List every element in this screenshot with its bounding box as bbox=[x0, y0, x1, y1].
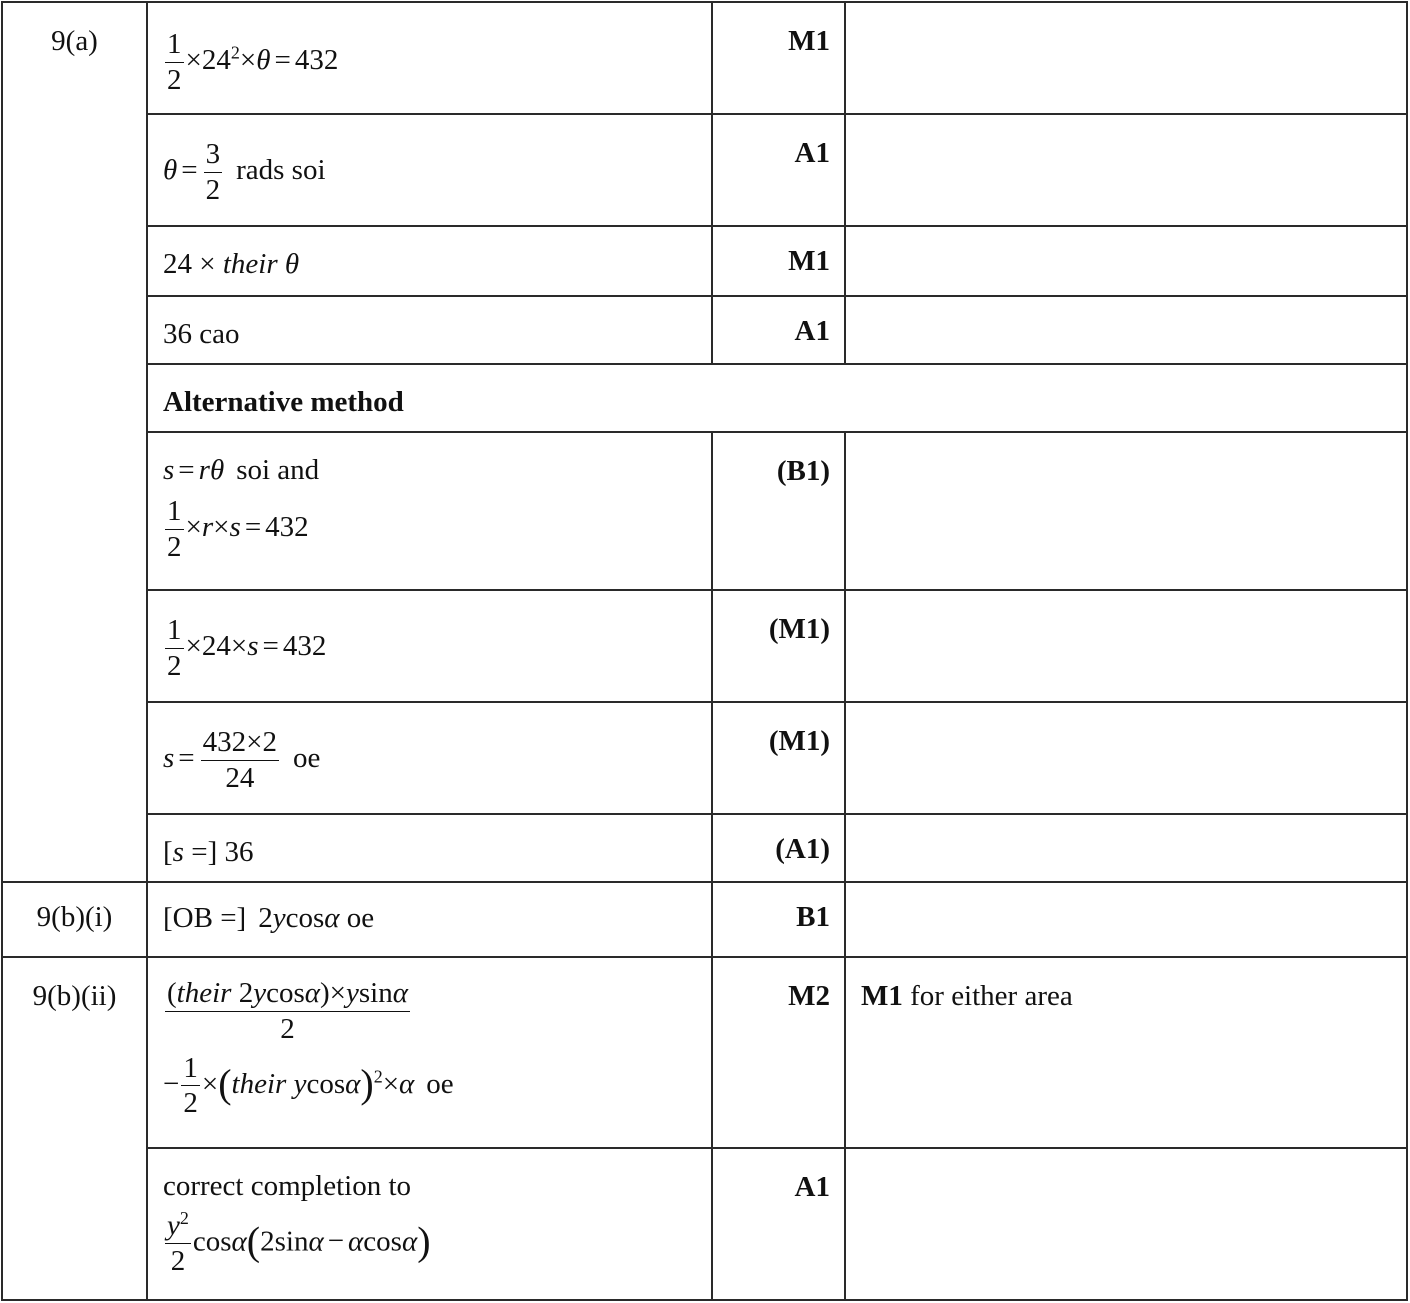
answer-expression: [OB =] 2ycosα oe bbox=[163, 902, 375, 934]
guidance-cell bbox=[845, 957, 1407, 1148]
mark-cell bbox=[712, 882, 845, 957]
mark: B1 bbox=[796, 901, 830, 933]
mark-cell bbox=[712, 957, 845, 1148]
table-row bbox=[2, 1148, 1407, 1300]
mark-cell bbox=[712, 2, 845, 114]
fraction: $\frac{\text{(their 2ycosα)×ysinα}}{2}$ bbox=[167, 977, 408, 1045]
answer-cell bbox=[147, 957, 712, 1148]
fraction: $\frac{1}{2}$ bbox=[167, 28, 182, 96]
answer-expression: [s =] 36 bbox=[163, 836, 254, 868]
mark: (M1) bbox=[768, 613, 830, 645]
mark: M2 bbox=[788, 980, 830, 1012]
answer-cell bbox=[147, 226, 712, 296]
mark-cell bbox=[712, 432, 845, 590]
mark-cell bbox=[712, 590, 845, 702]
mark: (B1) bbox=[776, 455, 830, 487]
question-number-cell bbox=[2, 882, 147, 957]
question-number-cell bbox=[2, 957, 147, 1300]
alternative-method-heading: Alternative method bbox=[163, 386, 404, 418]
mark-cell bbox=[712, 114, 845, 226]
mark-cell bbox=[712, 1148, 845, 1300]
answer-expression: $\frac{1}{2}$ ×24×s = 432 bbox=[167, 614, 327, 682]
answer-text: 36 cao bbox=[163, 318, 240, 350]
table-row bbox=[2, 814, 1407, 882]
table-row bbox=[2, 590, 1407, 702]
answer-expression: θ = $\frac{3}{2}$ rads soi bbox=[163, 138, 326, 206]
fraction: $\frac{1}{2}$ bbox=[167, 494, 182, 563]
table-row bbox=[2, 114, 1407, 226]
guidance-cell bbox=[845, 814, 1407, 882]
guidance-cell bbox=[845, 702, 1407, 814]
mark-cell bbox=[712, 814, 845, 882]
mark: A1 bbox=[794, 137, 830, 169]
guidance-cell bbox=[845, 2, 1407, 114]
answer-expression: $\frac{1}{2}$ $\times 24^2\times\theta = 432$ bbox=[167, 28, 339, 96]
guidance-cell bbox=[845, 590, 1407, 702]
answer-cell bbox=[147, 882, 712, 957]
table-row bbox=[2, 364, 1407, 432]
guidance-cell bbox=[845, 1148, 1407, 1300]
answer-expression: 24 × their θ bbox=[163, 248, 300, 280]
guidance-text: M1 for either area bbox=[861, 980, 1073, 1012]
question-number-cell bbox=[2, 2, 147, 882]
guidance-cell bbox=[845, 226, 1407, 296]
answer-cell bbox=[147, 814, 712, 882]
table-row bbox=[2, 882, 1407, 957]
mark: A1 bbox=[794, 315, 830, 347]
fraction: $\frac{y^2}{2}$ bbox=[167, 1207, 189, 1278]
answer-cell bbox=[147, 296, 712, 364]
mark-cell bbox=[712, 226, 845, 296]
answer-expression: $\frac{\text{(their 2ycosα)×ysinα}}{2}$ − $\frac{1}{2}$ ×(their ycosα)$^2$×α oe bbox=[163, 977, 454, 1120]
fraction: $\frac{1}{2}$ bbox=[167, 614, 182, 682]
question-number: 9(a) bbox=[51, 25, 98, 57]
table-row bbox=[2, 432, 1407, 590]
answer-cell bbox=[147, 702, 712, 814]
mark: A1 bbox=[794, 1171, 830, 1203]
answer-cell bbox=[147, 1148, 712, 1300]
table-row bbox=[2, 2, 1407, 114]
guidance-cell bbox=[845, 882, 1407, 957]
question-number: 9(b)(i) bbox=[36, 901, 113, 933]
question-number: 9(b)(ii) bbox=[32, 980, 117, 1012]
guidance-cell bbox=[845, 114, 1407, 226]
table-row bbox=[2, 702, 1407, 814]
answer-cell bbox=[147, 114, 712, 226]
fraction: $\frac{1}{2}$ bbox=[183, 1051, 198, 1120]
mark: (M1) bbox=[768, 725, 830, 757]
table-row bbox=[2, 957, 1407, 1148]
table-row bbox=[2, 296, 1407, 364]
mark-cell bbox=[712, 296, 845, 364]
mark: M1 bbox=[788, 245, 830, 277]
answer-expression: correct completion to $\frac{y^2}{2}$ cosα(2sinα − αcosα) bbox=[163, 1170, 431, 1278]
answer-cell bbox=[147, 2, 712, 114]
mark-cell bbox=[712, 702, 845, 814]
answer-cell bbox=[147, 432, 712, 590]
answer-expression: s = rθ soi and $\frac{1}{2}$ ×r×s = 432 bbox=[163, 454, 320, 563]
guidance-cell bbox=[845, 432, 1407, 590]
alternative-method-cell bbox=[147, 364, 1407, 432]
mark: M1 bbox=[788, 25, 830, 57]
table-row bbox=[2, 226, 1407, 296]
guidance-cell bbox=[845, 296, 1407, 364]
mark: (A1) bbox=[775, 833, 830, 865]
answer-cell bbox=[147, 590, 712, 702]
answer-expression: s = $\frac{432\times 2}{24}$ oe bbox=[163, 726, 321, 794]
mark-scheme-table bbox=[1, 1, 1408, 1301]
fraction: $\frac{432\times 2}{24}$ bbox=[202, 726, 278, 794]
fraction: $\frac{3}{2}$ bbox=[205, 138, 221, 206]
